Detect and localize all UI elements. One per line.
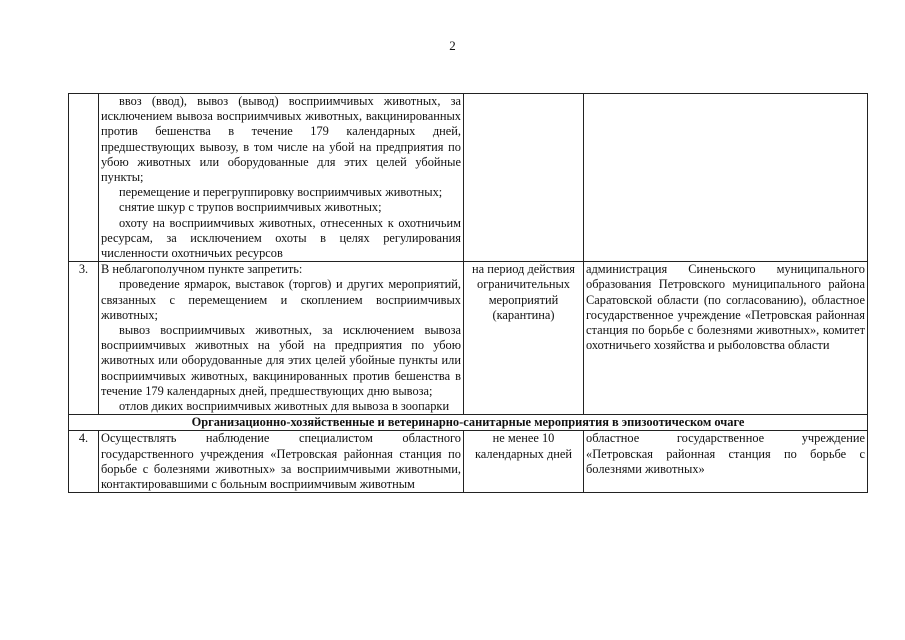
measure-text (99, 94, 464, 262)
measure-intro: В неблагополучном пункте запретить: (101, 262, 303, 277)
responsible-text: областное государственное учреждение «Петровская районная станция по борьбе с болезнями животных» (586, 431, 865, 476)
measure-paragraph: вывоз восприимчивых животных, за исключением вывоза восприимчивых животных на убой на предприятия по убою животных или оборудованные для этих целей убойные пункты или восприимчивых животных, вакцинированных против бешенства в течение 179 календарных дней, предшествующих дню вывоза; (101, 323, 461, 398)
term-cell (464, 94, 584, 262)
page-number: 2 (449, 38, 456, 53)
measure-paragraph: охоту на восприимчивых животных, отнесенных к охотничьим ресурсам, за исключением охоты в целях регулирования численности охотничьих ресурсов (101, 215, 461, 261)
section-row (69, 415, 868, 431)
table-row (69, 431, 868, 493)
responsible-text: администрация Синеньского муниципального образования Петровского муниципального района Саратовской области (по согласованию), областное государственное учреждение «Петровская районная станция по борьбе с болезнями животных», комитет охотничьего хозяйства и рыболовства области (586, 262, 865, 353)
responsible-cell (584, 431, 868, 493)
measure-paragraph: проведение ярмарок, выставок (торгов) и других мероприятий, связанных с перемещением и скоплением восприимчивых животных; (101, 277, 461, 322)
measure-paragraph: перемещение и перегруппировку восприимчивых животных; (119, 185, 443, 200)
row-number: 4. (69, 431, 99, 493)
row-number: 3. (69, 262, 99, 415)
term-cell: на период действия ограничительных мероприятий (карантина) (464, 262, 584, 415)
table-row (69, 94, 868, 262)
measure-paragraph: отлов диких восприимчивых животных для вывоза в зоопарки (119, 399, 450, 414)
responsible-cell (584, 262, 868, 415)
measure-paragraph: ввоз (ввод), вывоз (вывод) восприимчивых животных, за исключением вывоза восприимчивых животных, вакцинированных против бешенства в течение 179 календарных дней, предшествующих вывозу, в том числе на убой на предприятия по убою животных или оборудованные для этих целей убойные пункты; (101, 94, 461, 185)
table-row (69, 262, 868, 415)
responsible-cell (584, 94, 868, 262)
measure-intro: Осуществлять наблюдение специалистом областного государственного учреждения «Петровская районная станция по борьбе с болезнями животных» за восприимчивыми животными, контактировавшими с больным восприимчивым животным (101, 431, 461, 492)
row-number (69, 94, 99, 262)
measures-table (68, 93, 868, 493)
measure-text (99, 431, 464, 493)
section-heading: Организационно-хозяйственные и ветеринарно-санитарные мероприятия в эпизоотическом очаге (69, 415, 868, 431)
measure-paragraph: снятие шкур с трупов восприимчивых животных; (119, 200, 382, 215)
term-cell: не менее 10 календарных дней (464, 431, 584, 493)
measure-text (99, 262, 464, 415)
